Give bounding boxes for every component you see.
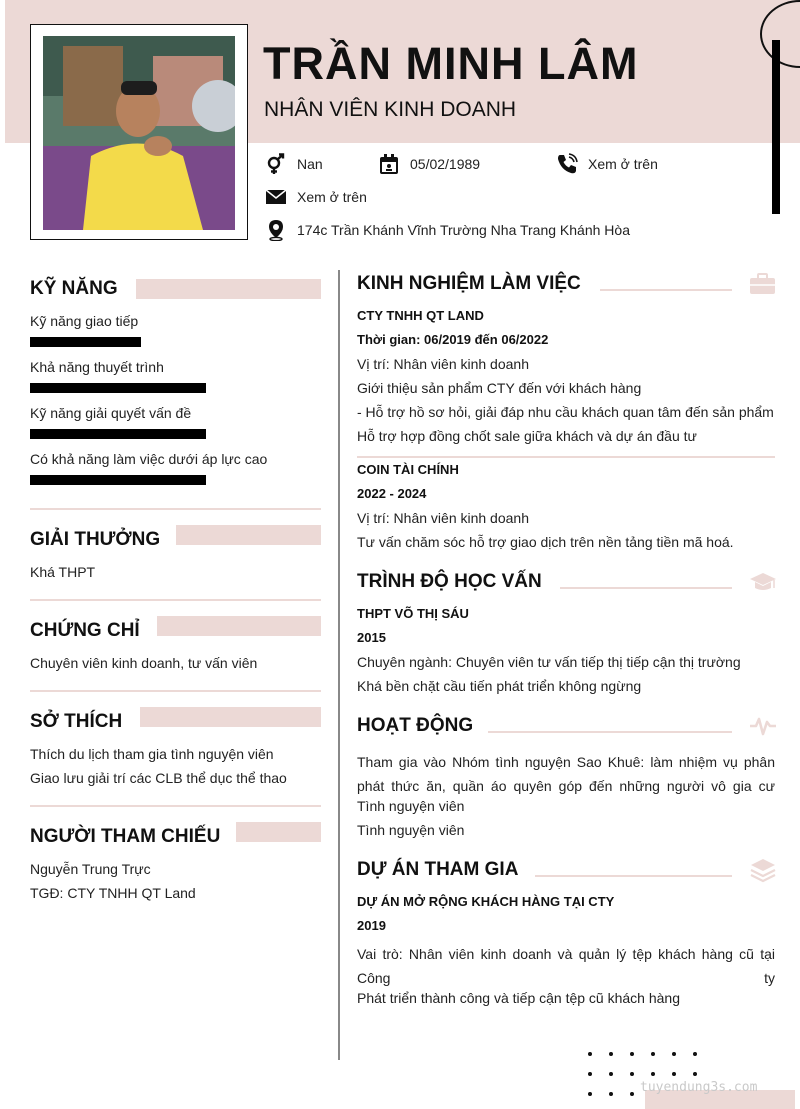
job-company: COIN TÀI CHÍNH [357, 462, 459, 477]
skill-label: Kỹ năng giải quyết vấn đề [30, 405, 192, 421]
birthday-value: 05/02/1989 [410, 156, 481, 172]
decorative-dot [609, 1092, 613, 1096]
references-heading: NGƯỜI THAM CHIẾU [30, 826, 221, 847]
job-period: 2022 - 2024 [357, 486, 427, 501]
education-heading-line [560, 587, 732, 589]
activities-heading: HOẠT ĐỘNG [357, 715, 474, 736]
decorative-dot [588, 1052, 592, 1056]
project-role: Vai trò: Nhân viên kinh doanh và quản lý tệp khách hàng cũ tại Công ty [357, 946, 775, 986]
phone-icon [556, 153, 578, 175]
email-icon [265, 186, 287, 208]
decorative-dot [588, 1092, 592, 1096]
job-detail: - Hỗ trợ hồ sơ hỏi, giải đáp nhu cầu khách quan tâm đến sản phẩm [357, 404, 774, 420]
job-company: CTY TNHH QT LAND [357, 308, 484, 323]
awards-text: Khá THPT [30, 564, 96, 580]
experience-heading: KINH NGHIỆM LÀM VIỆC [357, 273, 581, 294]
profile-photo [43, 36, 235, 230]
hobby-item: Thích du lịch tham gia tình nguyện viên [30, 746, 274, 762]
column-divider [338, 270, 340, 1060]
activities-paragraph: Tham gia vào Nhóm tình nguyện Sao Khuê: làm nhiệm vụ phân phát thức ăn, quần áo quyên góp đến những người vô gia cư [357, 754, 775, 794]
job-title: NHÂN VIÊN KINH DOANH [264, 98, 517, 121]
decorative-dot [672, 1072, 676, 1076]
calendar-icon [378, 153, 400, 175]
references-heading-bar [236, 822, 321, 842]
education-school: THPT VÕ THỊ SÁU [357, 606, 469, 621]
section-separator [30, 805, 321, 807]
decorative-bar [772, 40, 780, 214]
hobby-item: Giao lưu giải trí các CLB thể dục thể thao [30, 770, 287, 786]
pulse-icon [749, 714, 777, 738]
layers-icon [749, 857, 777, 881]
activities-item: Tình nguyện viên [357, 798, 465, 814]
skills-heading: KỸ NĂNG [30, 278, 118, 299]
education-year: 2015 [357, 630, 386, 645]
projects-heading-line [535, 875, 732, 877]
address-value: 174c Trần Khánh Vĩnh Trường Nha Trang Khánh Hòa [297, 222, 630, 238]
skill-level-bar [30, 383, 206, 393]
job-detail: Vị trí: Nhân viên kinh doanh [357, 510, 529, 526]
section-separator [30, 508, 321, 510]
experience-heading-line [600, 289, 732, 291]
decorative-dot [630, 1092, 634, 1096]
phone-value: Xem ở trên [588, 156, 658, 172]
decorative-dot [609, 1052, 613, 1056]
job-detail: Tư vấn chăm sóc hỗ trợ giao dịch trên nền tảng tiền mã hoá. [357, 534, 734, 550]
education-detail: Chuyên ngành: Chuyên viên tư vấn tiếp thị tiếp cận thị trường [357, 654, 741, 670]
contact-gender [265, 153, 323, 175]
hobbies-heading-bar [140, 707, 321, 727]
decorative-dot [630, 1052, 634, 1056]
job-detail: Vị trí: Nhân viên kinh doanh [357, 356, 529, 372]
section-separator [30, 690, 321, 692]
certificates-heading-bar [157, 616, 321, 636]
decorative-dot [672, 1052, 676, 1056]
awards-heading-bar [176, 525, 321, 545]
email-value: Xem ở trên [297, 189, 367, 205]
job-detail: Hỗ trợ hợp đồng chốt sale giữa khách và dự án đầu tư [357, 428, 697, 444]
candidate-name: TRẦN MINH LÂM [263, 38, 639, 89]
certificates-text: Chuyên viên kinh doanh, tư vấn viên [30, 655, 258, 671]
briefcase-icon [749, 272, 777, 296]
skill-label: Kỹ năng giao tiếp [30, 313, 139, 329]
decorative-dot [609, 1072, 613, 1076]
decorative-dot [651, 1072, 655, 1076]
education-detail: Khá bền chặt cầu tiến phát triển không ngừng [357, 678, 642, 694]
projects-heading: DỰ ÁN THAM GIA [357, 859, 519, 880]
decorative-dot [588, 1072, 592, 1076]
location-icon [265, 219, 287, 241]
graduation-cap-icon [749, 570, 777, 594]
job-detail: Giới thiệu sản phẩm CTY đến với khách hàng [357, 380, 642, 396]
decorative-dot [693, 1072, 697, 1076]
contact-birthday [378, 153, 480, 175]
decorative-dot [630, 1072, 634, 1076]
gender-icon [265, 153, 287, 175]
contact-phone [556, 153, 658, 175]
gender-value: Nan [297, 156, 323, 172]
reference-position: TGĐ: CTY TNHH QT Land [30, 885, 196, 901]
project-year: 2019 [357, 918, 386, 933]
skill-label: Khả năng thuyết trình [30, 359, 164, 375]
contact-address [265, 219, 630, 241]
skill-level-bar [30, 475, 206, 485]
project-result: Phát triển thành công và tiếp cận tệp cũ khách hàng [357, 990, 681, 1006]
section-separator [30, 599, 321, 601]
awards-heading: GIẢI THƯỞNG [30, 529, 161, 550]
project-name: DỰ ÁN MỞ RỘNG KHÁCH HÀNG TẠI CTY [357, 894, 615, 909]
hobbies-heading: SỞ THÍCH [30, 711, 123, 732]
skills-heading-bar [136, 279, 321, 299]
job-period: Thời gian: 06/2019 đến 06/2022 [357, 332, 549, 347]
reference-name: Nguyễn Trung Trực [30, 861, 151, 877]
certificates-heading: CHỨNG CHỈ [30, 620, 140, 641]
activities-heading-line [488, 731, 732, 733]
decorative-dot [651, 1052, 655, 1056]
skill-level-bar [30, 429, 206, 439]
education-heading: TRÌNH ĐỘ HỌC VẤN [357, 571, 542, 592]
decorative-dot [693, 1052, 697, 1056]
activities-item: Tình nguyện viên [357, 822, 465, 838]
skill-level-bar [30, 337, 141, 347]
skill-label: Có khả năng làm việc dưới áp lực cao [30, 451, 268, 467]
job-separator [357, 456, 775, 458]
contact-email [265, 186, 367, 208]
watermark: tuyendung3s.com [640, 1080, 758, 1095]
